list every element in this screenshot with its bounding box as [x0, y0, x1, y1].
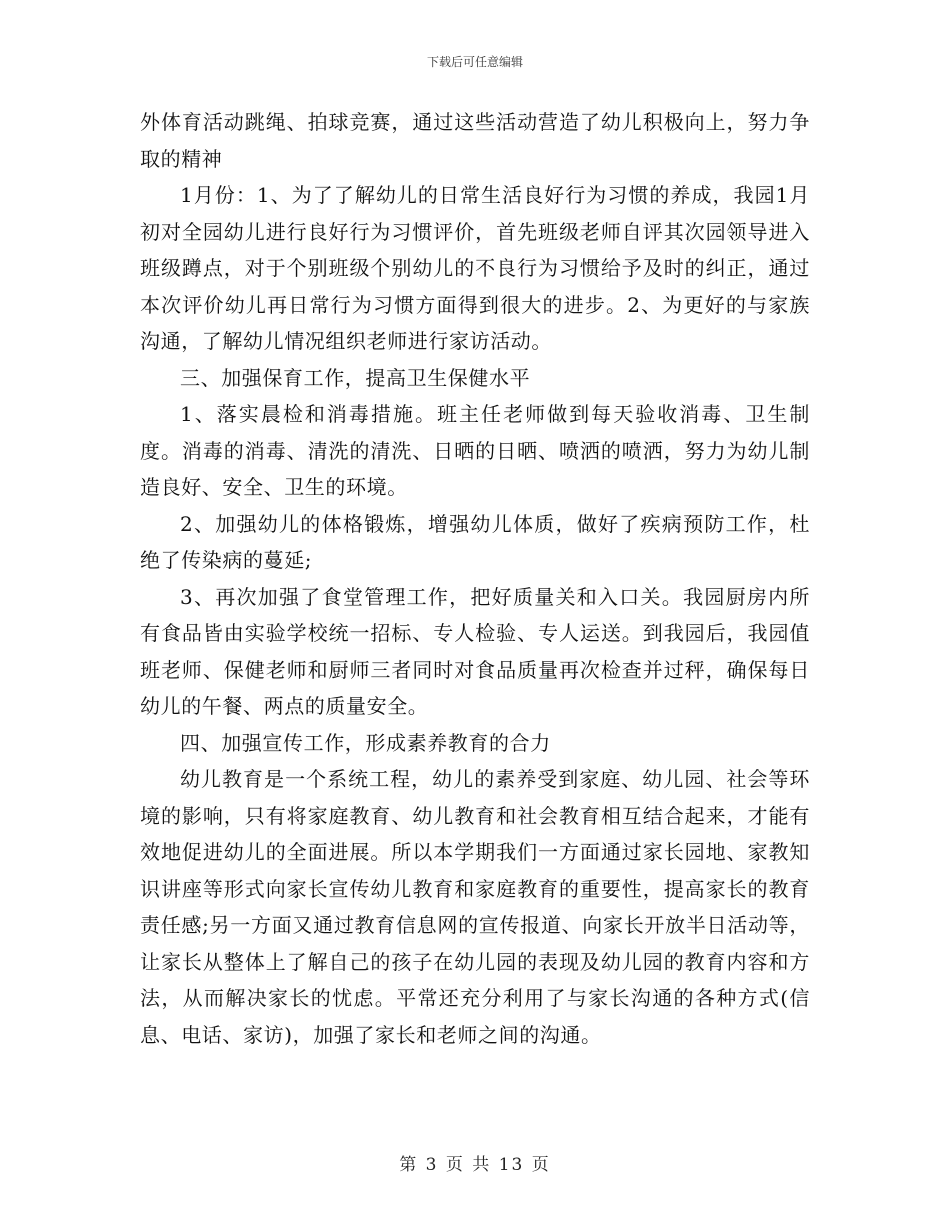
paragraph: 1、落实晨检和消毒措施。班主任老师做到每天验收消毒、卫生制度。消毒的消毒、清洗的清洗、日晒的日晒、喷洒的喷洒，努力为幼儿制造良好、安全、卫生的环境。: [140, 402, 810, 499]
paragraph: 2、加强幼儿的体格锻炼，增强幼儿体质，做好了疾病预防工作，杜绝了传染病的蔓延;: [140, 511, 810, 572]
document-body: [140, 104, 810, 1053]
page-number: 第 3 页 共 13 页: [399, 1155, 551, 1175]
paragraph: 3、再次加强了食堂管理工作，把好质量关和入口关。我园厨房内所有食品皆由实验学校统一招标、专人检验、专人运送。到我园后，我园值班老师、保健老师和厨师三者同时对食品质量再次检查并过秤，确保每日幼儿的午餐、两点的质量安全。: [140, 584, 810, 718]
paragraph: 幼儿教育是一个系统工程，幼儿的素养受到家庭、幼儿园、社会等环境的影响，只有将家庭教育、幼儿教育和社会教育相互结合起来，才能有效地促进幼儿的全面进展。所以本学期我们一方面通过家长园地、家教知识讲座等形式向家长宣传幼儿教育和家庭教育的重要性，提高家长的教育责任感;另一方面又通过教育信息网的宣传报道、向家长开放半日活动等，让家长从整体上了解自己的孩子在幼儿园的表现及幼儿园的教育内容和方法，从而解决家长的忧虑。平常还充分利用了与家长沟通的各种方式(信息、电话、家访)，加强了家长和老师之间的沟通。: [140, 767, 810, 1047]
section-heading: 三、加强保育工作，提高卫生保健水平: [180, 365, 531, 390]
paragraph: 外体育活动跳绳、拍球竞赛，通过这些活动营造了幼儿积极向上，努力争取的精神: [140, 110, 810, 171]
section-heading: 四、加强宣传工作，形成素养教育的合力: [180, 730, 551, 755]
paragraph: 1月份：1、为了了解幼儿的日常生活良好行为习惯的养成，我园1月初对全园幼儿进行良好行为习惯评价，首先班级老师自评其次园领导进入班级蹲点，对于个别班级个别幼儿的不良行为习惯给予及时的纠正，通过本次评价幼儿再日常行为习惯方面得到很大的进步。2、为更好的与家族沟通，了解幼儿情况组织老师进行家访活动。: [140, 183, 810, 353]
page-header: 下载后可任意编辑: [426, 55, 523, 69]
